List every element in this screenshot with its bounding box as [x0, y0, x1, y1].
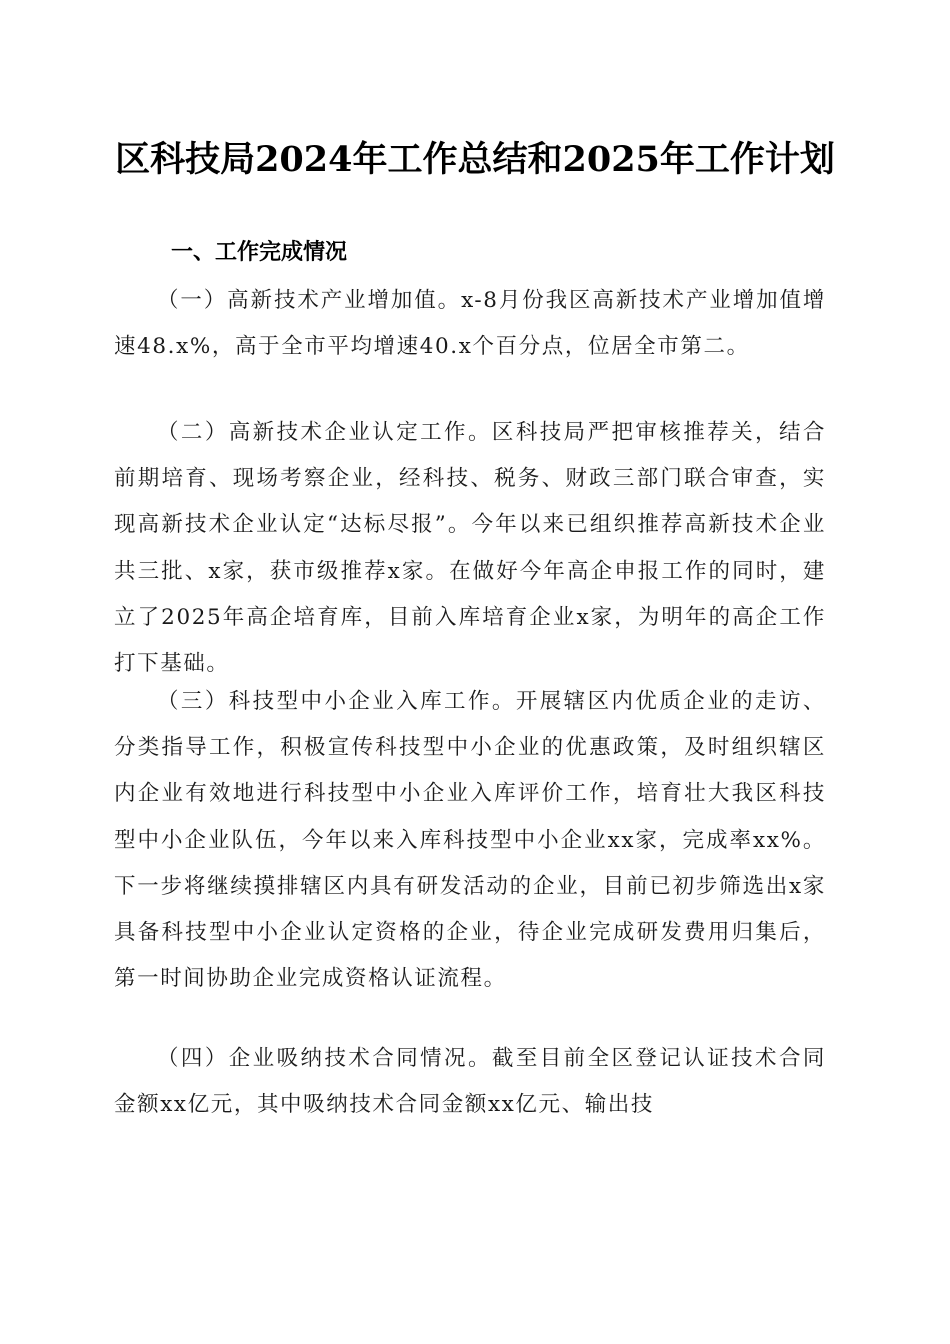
paragraph-sme-registration: [114, 679, 826, 1002]
paragraph-lead: （四）企业吸纳技术合同情况。: [157, 1046, 492, 1071]
document-title: 区科技局2024年工作总结和2025年工作计划: [115, 139, 835, 180]
paragraph-high-tech-industry-value: [114, 278, 826, 370]
paragraph-lead: （三）科技型中小企业入库工作。: [157, 689, 516, 714]
paragraph-text: x-8月份我区高新技术产业增加值增速48.x%，高于全市平均增速40.x个百分点，位居全市第二。: [114, 288, 826, 360]
paragraph-high-tech-enterprise-certification: [114, 410, 826, 687]
section-heading-work-completion: 一、工作完成情况: [171, 240, 348, 265]
paragraph-body: [114, 1036, 826, 1128]
paragraph-lead: （一）高新技术产业增加值。: [157, 288, 462, 313]
paragraph-text: 区科技局严把审核推荐关，结合前期培育、现场考察企业，经科技、税务、财政三部门联合审查，实现高新技术企业认定“达标尽报”。今年以来已组织推荐高新技术企业共三批、x家，获市级推荐x家。在做好今年高企申报工作的同时，建立了2025年高企培育库，目前入库培育企业x家，为明年的高企工作打下基础。: [114, 420, 826, 677]
paragraph-body: [114, 278, 826, 370]
paragraph-body: [114, 410, 826, 687]
paragraph-technology-contracts: [114, 1036, 826, 1128]
paragraph-body: [114, 679, 826, 1002]
paragraph-text: 开展辖区内优质企业的走访、分类指导工作，积极宣传科技型中小企业的优惠政策，及时组织辖区内企业有效地进行科技型中小企业入库评价工作，培育壮大我区科技型中小企业队伍，今年以来入库科技型中小企业xx家，完成率xx%。下一步将继续摸排辖区内具有研发活动的企业，目前已初步筛选出x家具备科技型中小企业认定资格的企业，待企业完成研发费用归集后，第一时间协助企业完成资格认证流程。: [114, 689, 826, 992]
paragraph-text: 截至目前全区登记认证技术合同金额xx亿元，其中吸纳技术合同金额xx亿元、输出技: [114, 1046, 826, 1118]
paragraph-lead: （二）高新技术企业认定工作。: [157, 420, 492, 445]
